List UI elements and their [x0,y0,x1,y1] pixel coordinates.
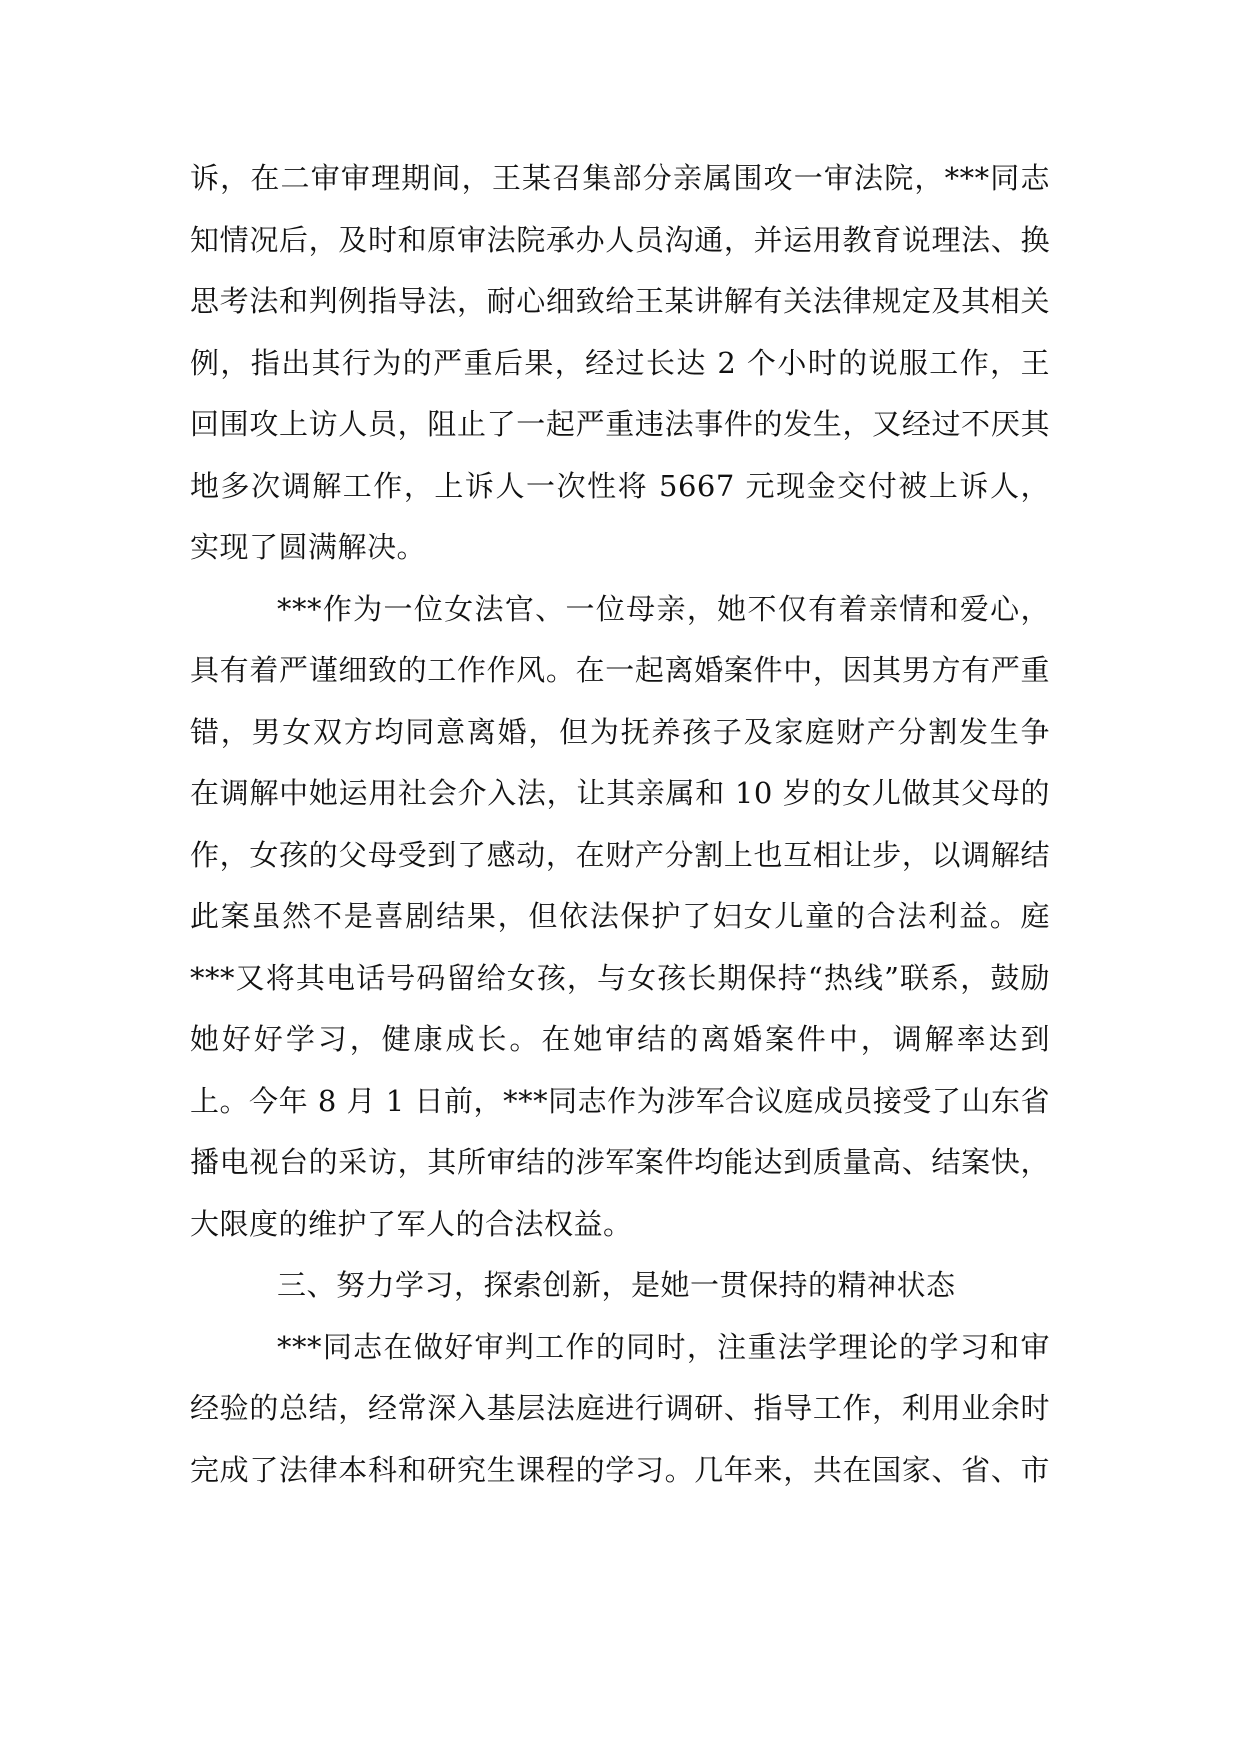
text-line: 经验的总结，经常深入基层法庭进行调研、指导工作，利用业余时 [190,1391,1050,1425]
text-line: 完成了法律本科和研究生课程的学习。几年来，共在国家、省、市 [190,1452,1050,1487]
text-line: ***又将其电话号码留给女孩，与女孩长期保持“热线”联系，鼓励 [190,960,1050,995]
text-line: 上。今年 8 月 1 日前，***同志作为涉军合议庭成员接受了山东省 [190,1083,1050,1118]
paragraph-first-line: ***作为一位女法官、一位母亲，她不仅有着亲情和爱心， [277,591,1050,626]
paragraph-first-line: ***同志在做好审判工作的同时，注重法学理论的学习和审 [277,1329,1050,1364]
section-heading: 三、努力学习，探索创新，是她一贯保持的精神状态 [277,1268,956,1302]
text-line: 大限度的维护了军人的合法权益。 [190,1206,633,1241]
text-line: 她好好学习，健康成长。在她审结的离婚案件中，调解率达到 [190,1022,1050,1056]
text-line: 例，指出其行为的严重后果，经过长达 2 个小时的说服工作，王 [190,345,1050,380]
text-line: 实现了圆满解决。 [190,530,427,564]
text-line: 思考法和判例指导法，耐心细致给王某讲解有关法律规定及其相关 [190,284,1050,318]
text-line: 具有着严谨细致的工作作风。在一起离婚案件中，因其男方有严重 [190,653,1050,687]
text-line: 地多次调解工作，上诉人一次性将 5667 元现金交付被上诉人， [190,468,1050,503]
text-line: 在调解中她运用社会介入法，让其亲属和 10 岁的女儿做其父母的 [190,776,1050,810]
text-line: 播电视台的采访，其所审结的涉军案件均能达到质量高、结案快， [190,1145,1050,1179]
text-line: 错，男女双方均同意离婚，但为抚养孩子及家庭财产分割发生争 [190,714,1050,749]
text-line: 作，女孩的父母受到了感动，在财产分割上也互相让步，以调解结 [190,837,1050,872]
text-line: 此案虽然不是喜剧结果，但依法保护了妇女儿童的合法利益。庭 [190,899,1050,933]
text-line: 回围攻上访人员，阻止了一起严重违法事件的发生，又经过不厌其 [190,407,1050,441]
text-line: 知情况后，及时和原审法院承办人员沟通，并运用教育说理法、换 [190,222,1050,257]
text-line: 诉，在二审审理期间，王某召集部分亲属围攻一审法院，***同志 [190,161,1050,195]
document-body [190,148,1050,1501]
